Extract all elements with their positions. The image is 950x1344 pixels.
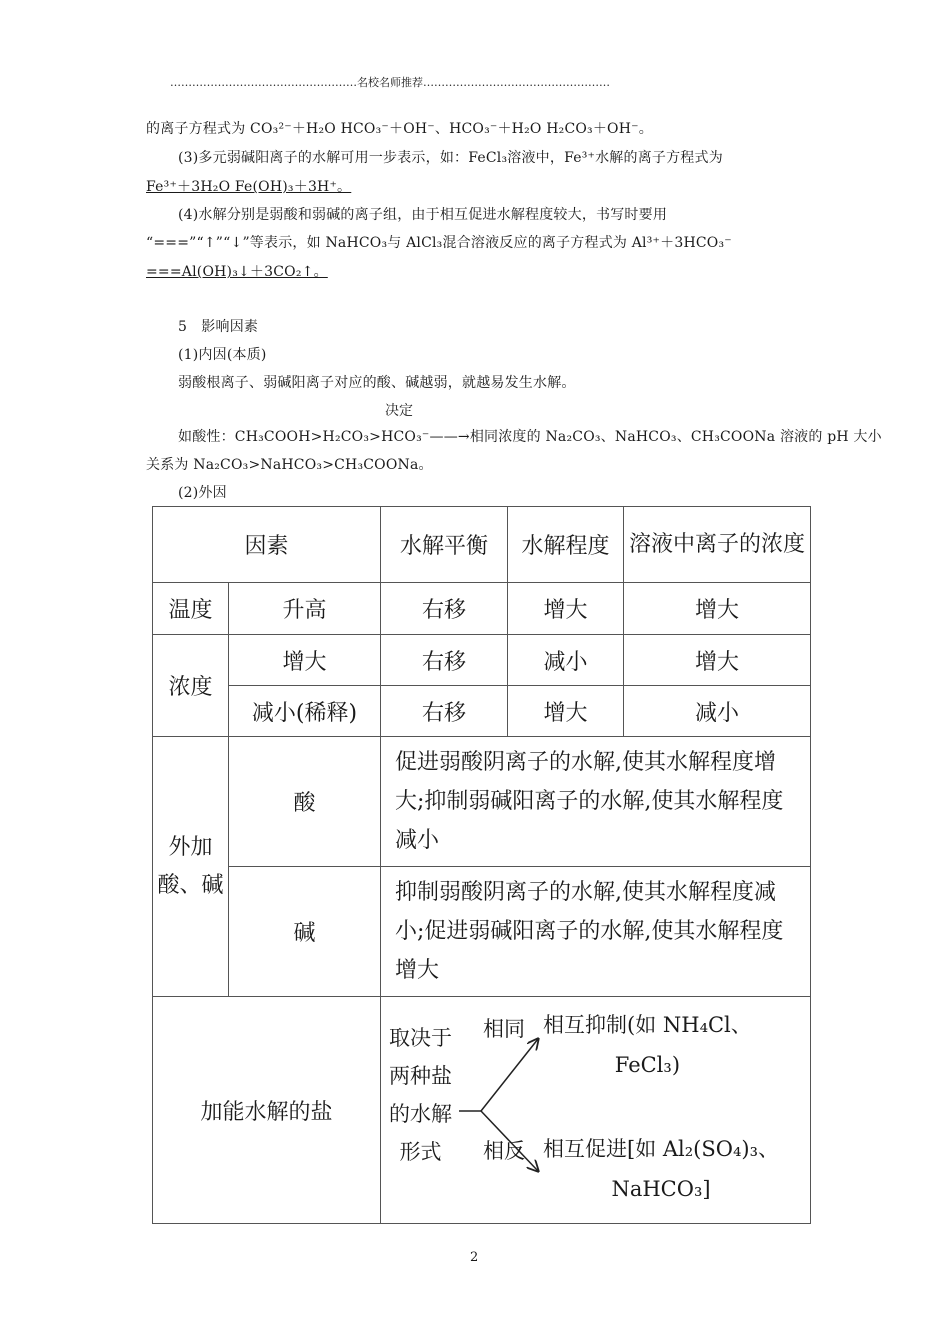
table-cell: 增大 — [624, 583, 811, 635]
page-header: ……………………………………………名校名师推荐…………………………………………… — [170, 76, 610, 89]
salt-diagram-cell — [381, 997, 811, 1224]
table-cell: 增大 — [508, 583, 624, 635]
factors-table — [152, 506, 811, 1224]
factor-cell: 浓度 — [153, 635, 229, 737]
table-cell: 增大 — [624, 635, 811, 686]
text-line: 关系为 Na₂CO₃>NaHCO₃>CH₃COONa。 — [146, 457, 433, 473]
table-cell: 减小(稀释) — [229, 686, 381, 737]
text-line: (4)水解分别是弱酸和弱碱的离子组，由于相互促进水解程度较大，书写时要用 — [178, 207, 668, 223]
table-cell: 增大 — [229, 635, 381, 686]
text-line: (3)多元弱碱阳离子的水解可用一步表示，如：FeCl₃溶液中，Fe³⁺水解的离子方程式为 — [178, 150, 723, 166]
factor-cell: 温度 — [153, 583, 229, 635]
table-cell: 升高 — [229, 583, 381, 635]
text-line: “===”“↑”“↓”等表示，如 NaHCO₃与 AlCl₃混合溶液反应的离子方程式为 Al³⁺＋3HCO₃⁻ — [146, 235, 732, 251]
table-cell: 减小 — [624, 686, 811, 737]
text-line: (2)外因 — [178, 485, 227, 501]
header-cell: 水解程度 — [508, 507, 624, 583]
table-cell: 增大 — [508, 686, 624, 737]
branch-same-label: 相同 — [483, 1017, 526, 1041]
table-cell: 减小 — [508, 635, 624, 686]
text-line: ===Al(OH)₃↓＋3CO₂↑。 — [146, 264, 328, 280]
text-line: (1)内因(本质) — [178, 347, 267, 363]
section-heading: 5 影响因素 — [178, 319, 259, 335]
table-cell: 促进弱酸阴离子的水解,使其水解程度增大;抑制弱碱阳离子的水解,使其水解程度减小 — [381, 737, 811, 867]
depends-label: 取决于 两种盐 的水解 形式 — [389, 1026, 453, 1164]
table-cell: 右移 — [381, 635, 508, 686]
text-line: 弱酸根离子、弱碱阳离子对应的酸、碱越弱，就越易发生水解。 — [178, 375, 576, 391]
page-number: 2 — [470, 1250, 479, 1265]
same-result: 相互抑制(如 NH₄Cl、 FeCl₃) — [543, 1013, 752, 1077]
text-line: 的离子方程式为 CO₃²⁻＋H₂O HCO₃⁻＋OH⁻、HCO₃⁻＋H₂O H₂CO₃＋OH⁻。 — [146, 121, 653, 137]
factor-cell: 加能水解的盐 — [153, 997, 381, 1224]
header-cell: 溶液中离子的浓度 — [624, 507, 811, 583]
table-cell: 酸 — [229, 737, 381, 867]
header-cell: 水解平衡 — [381, 507, 508, 583]
header-cell: 因素 — [153, 507, 381, 583]
branch-opposite-label: 相反 — [483, 1139, 526, 1163]
factor-cell: 外加酸、碱 — [153, 737, 229, 997]
table-cell: 右移 — [381, 686, 508, 737]
text-line: 如酸性：CH₃COOH>H₂CO₃>HCO₃⁻——→相同浓度的 Na₂CO₃、NaHCO₃、CH₃COONa 溶液的 pH 大小 — [178, 429, 882, 445]
table-cell: 抑制弱酸阴离子的水解,使其水解程度减小;促进弱碱阳离子的水解,使其水解程度增大 — [381, 867, 811, 997]
opposite-result: 相互促进[如 Al₂(SO₄)₃、 NaHCO₃] — [543, 1137, 780, 1201]
text-line: Fe³⁺＋3H₂O Fe(OH)₃＋3H⁺。 — [146, 179, 352, 195]
table-cell: 右移 — [381, 583, 508, 635]
arrow-label: 决定 — [385, 403, 413, 419]
table-cell: 碱 — [229, 867, 381, 997]
